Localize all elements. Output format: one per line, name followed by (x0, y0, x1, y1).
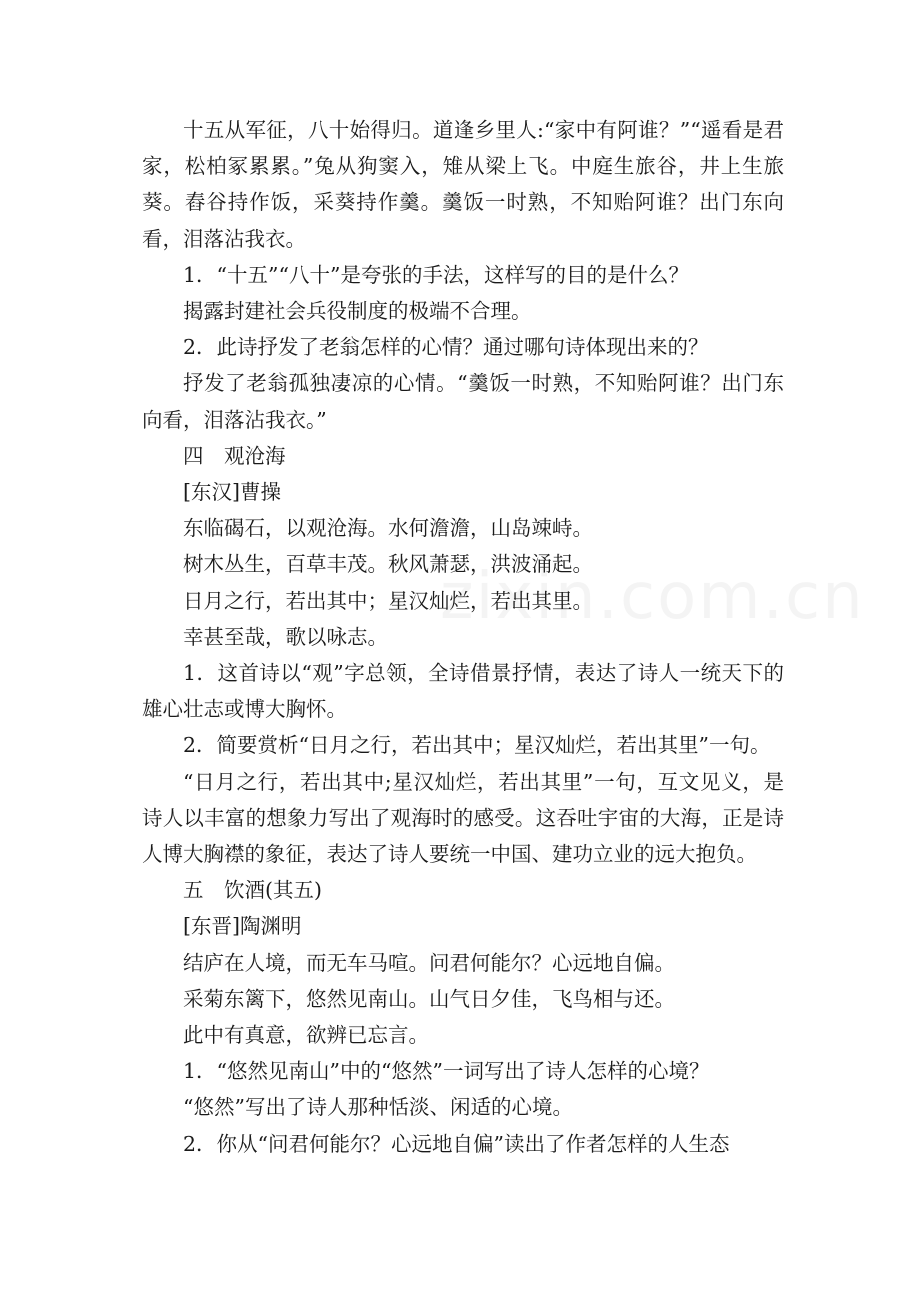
poem-line: 日月之行，若出其中；星汉灿烂，若出其里。 (183, 588, 593, 613)
poem-line: 此中有真意，欲辨已忘言。 (183, 1023, 429, 1048)
question-answer: 1．这首诗以“观”字总领，全诗借景抒情，表达了诗人一统天下的雄心壮志或博大胸怀。 (142, 661, 784, 722)
question: 2．你从“问君何能尔？心远地自偏”读出了作者怎样的人生态 (183, 1131, 730, 1156)
poem-line: 树木丛生，百草丰茂。秋风萧瑟，洪波涌起。 (183, 552, 593, 577)
poem-line: 幸甚至哉，歌以咏志。 (183, 624, 388, 649)
section-title-yin-jiu: 五 饮酒(其五) (183, 878, 322, 903)
poem-line: 采菊东篱下，悠然见南山。山气日夕佳，飞鸟相与还。 (183, 986, 675, 1011)
question: 2．简要赏析“日月之行，若出其中；星汉灿烂，若出其里”一句。 (183, 733, 771, 758)
answer: “悠然”写出了诗人那种恬淡、闲适的心境。 (183, 1095, 573, 1120)
poem-line: 东临碣石，以观沧海。水何澹澹，山岛竦峙。 (183, 516, 593, 541)
answer-1: 揭露封建社会兵役制度的极端不合理。 (183, 299, 532, 324)
answer-2: 抒发了老翁孤独凄凉的心情。“羹饭一时熟，不知贻阿谁？出门东向看，泪落沾我衣。” (142, 371, 784, 432)
author-line: [东晋]陶渊明 (183, 914, 302, 939)
author-line: [东汉]曹操 (183, 480, 281, 505)
question: 1．“悠然见南山”中的“悠然”一词写出了诗人怎样的心境？ (183, 1059, 710, 1084)
question-1: 1．“十五”“八十”是夸张的手法，这样写的目的是什么？ (183, 262, 689, 287)
section-title-guan-cang-hai: 四 观沧海 (183, 443, 286, 468)
document-body (142, 112, 784, 1162)
poem-line: 结庐在人境，而无车马喧。问君何能尔？心远地自偏。 (183, 950, 675, 975)
poem-text-paragraph: 十五从军征，八十始得归。道逢乡里人:“家中有阿谁？”“遥看是君家，松柏冢累累。”兔从狗窦入，雉从梁上飞。中庭生旅谷，井上生旅葵。舂谷持作饭，采葵持作羹。羹饭一时熟，不知贻阿谁？出门东向看，泪落沾我衣。 (142, 118, 784, 251)
answer: “日月之行，若出其中;星汉灿烂，若出其里”一句，互文见义，是诗人以丰富的想象力写出了观海时的感受。这吞吐宇宙的大海，正是诗人博大胸襟的象征，表达了诗人要统一中国、建功立业的远大抱负。 (142, 769, 784, 867)
question-2: 2．此诗抒发了老翁怎样的心情？通过哪句诗体现出来的？ (183, 335, 709, 360)
